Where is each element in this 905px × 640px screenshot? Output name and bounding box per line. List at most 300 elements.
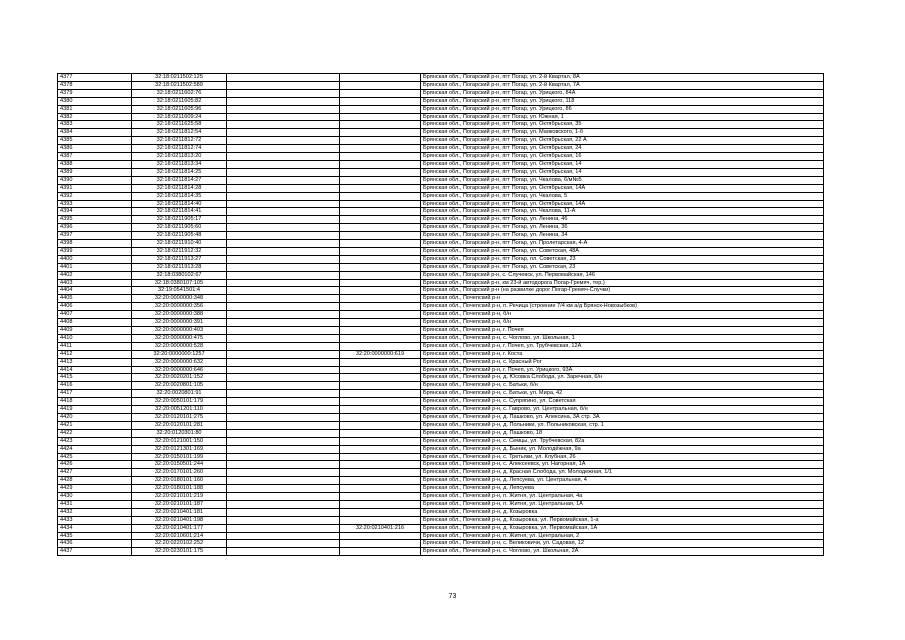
empty-cell (227, 145, 340, 153)
cadastral-number-cell: 32:20:0150501:244 (132, 461, 227, 469)
empty-cell (227, 192, 340, 200)
empty-cell (227, 81, 340, 89)
address-cell: Брянская обл., Почепский р-н, б/н (421, 319, 824, 327)
row-number-cell: 4394 (58, 208, 132, 216)
row-number-cell: 4436 (58, 540, 132, 548)
row-number-cell: 4392 (58, 192, 132, 200)
address-cell: Брянская обл., Погарский р-н, пгт Погар, ул. Октябрьская, 22 А (421, 137, 824, 145)
address-cell: Брянская обл., Почепский р-н, г. Почеп, ул. Урицкого, 93А (421, 366, 824, 374)
table-row (58, 208, 824, 216)
address-cell: Брянская обл., Почепский р-н, г. Почеп (421, 327, 824, 335)
cadastral-number-cell: 32:20:0000000:391 (132, 319, 227, 327)
row-number-cell: 4417 (58, 390, 132, 398)
row-number-cell: 4432 (58, 508, 132, 516)
table-row (58, 247, 824, 255)
empty-cell (227, 319, 340, 327)
empty-cell (227, 129, 340, 137)
cadastral-number-cell: 32:18:0211814:28 (132, 184, 227, 192)
related-cadastral-cell (340, 184, 421, 192)
row-number-cell: 4433 (58, 516, 132, 524)
table-row (58, 461, 824, 469)
table-row (58, 153, 824, 161)
page-number: 73 (448, 593, 457, 600)
address-cell: Брянская обл., Почепский р-н, с. Красный Рог (421, 358, 824, 366)
address-cell: Брянская обл., Погарский р-н, пгт Погар, ул. Советская, 48А (421, 247, 824, 255)
related-cadastral-cell (340, 240, 421, 248)
address-cell: Брянская обл., Почепский р-н, с. Гаврово, ул. Центральная, б/н (421, 406, 824, 414)
row-number-cell: 4428 (58, 477, 132, 485)
related-cadastral-cell (340, 295, 421, 303)
address-cell: Брянская обл., Почепский р-н (421, 295, 824, 303)
row-number-cell: 4431 (58, 500, 132, 508)
cadastral-number-cell: 32:20:0000000:632 (132, 358, 227, 366)
address-cell: Брянская обл., Почепский р-н, п. Житня, ул. Центральная, 4а (421, 493, 824, 501)
empty-cell (227, 232, 340, 240)
cadastral-number-cell: 32:20:0000000:475 (132, 334, 227, 342)
table-row (58, 485, 824, 493)
empty-cell (227, 168, 340, 176)
empty-cell (227, 295, 340, 303)
cadastral-number-cell: 32:18:0211912:32 (132, 247, 227, 255)
table-row (58, 224, 824, 232)
empty-cell (227, 176, 340, 184)
cadastral-number-cell: 32:18:0211910:40 (132, 240, 227, 248)
row-number-cell: 4435 (58, 532, 132, 540)
address-cell: Брянская обл., Почепский р-н, д. Быник, ул. Молодёжная, 9а (421, 445, 824, 453)
row-number-cell: 4383 (58, 121, 132, 129)
row-number-cell: 4396 (58, 224, 132, 232)
table-row (58, 390, 824, 398)
empty-cell (227, 532, 340, 540)
empty-cell (227, 200, 340, 208)
table-row (58, 398, 824, 406)
empty-cell (227, 445, 340, 453)
cadastral-number-cell: 32:20:0000000:403 (132, 327, 227, 335)
cadastral-number-cell: 32:20:0000000:646 (132, 366, 227, 374)
row-number-cell: 4407 (58, 311, 132, 319)
cadastral-number-cell: 32:18:0211905:48 (132, 232, 227, 240)
address-cell: Брянская обл., Погарский р-н (на развилке дорог Погар-Гремяч-Случки) (421, 287, 824, 295)
related-cadastral-cell (340, 374, 421, 382)
row-number-cell: 4380 (58, 97, 132, 105)
related-cadastral-cell (340, 263, 421, 271)
related-cadastral-cell (340, 89, 421, 97)
address-cell: Брянская обл., Погарский р-н, пгт Погар, ул. Чкалова, 5 (421, 192, 824, 200)
row-number-cell: 4403 (58, 279, 132, 287)
cadastral-number-cell: 32:18:0380107:105 (132, 279, 227, 287)
cadastral-number-cell: 32:19:0541501:4 (132, 287, 227, 295)
empty-cell (227, 327, 340, 335)
related-cadastral-cell (340, 548, 421, 556)
empty-cell (227, 216, 340, 224)
table-row (58, 445, 824, 453)
cadastral-number-cell: 32:18:0211502:125 (132, 74, 227, 82)
address-cell: Брянская обл., Почепский р-н, д. Юсовка Слобода, ул. Заречная, 6/н (421, 374, 824, 382)
table-row (58, 145, 824, 153)
cadastral-number-cell: 32:18:0211905:60 (132, 224, 227, 232)
empty-cell (227, 421, 340, 429)
table-row (58, 382, 824, 390)
table-row (58, 477, 824, 485)
related-cadastral-cell (340, 311, 421, 319)
row-number-cell: 4402 (58, 271, 132, 279)
cadastral-number-cell: 32:20:0210401:181 (132, 508, 227, 516)
related-cadastral-cell (340, 279, 421, 287)
related-cadastral-cell (340, 429, 421, 437)
empty-cell (227, 105, 340, 113)
address-cell: Брянская обл., Почепский р-н, с. Чоглово, ул. Школьная, 1 (421, 334, 824, 342)
row-number-cell: 4391 (58, 184, 132, 192)
table-row (58, 240, 824, 248)
table-row (58, 500, 824, 508)
row-number-cell: 4387 (58, 153, 132, 161)
cadastral-number-cell: 32:18:0211812:74 (132, 145, 227, 153)
empty-cell (227, 334, 340, 342)
empty-cell (227, 153, 340, 161)
related-cadastral-cell (340, 334, 421, 342)
empty-cell (227, 429, 340, 437)
empty-cell (227, 390, 340, 398)
related-cadastral-cell (340, 342, 421, 350)
empty-cell (227, 160, 340, 168)
related-cadastral-cell (340, 208, 421, 216)
cadastral-number-cell: 32:18:0211814:35 (132, 192, 227, 200)
address-cell: Брянская обл., Погарский р-н, пгт Погар, ул. Ленина, 46 (421, 216, 824, 224)
empty-cell (227, 342, 340, 350)
row-number-cell: 4404 (58, 287, 132, 295)
table-row (58, 232, 824, 240)
table-row (58, 121, 824, 129)
related-cadastral-cell (340, 319, 421, 327)
related-cadastral-cell (340, 358, 421, 366)
table-row (58, 540, 824, 548)
table-row (58, 192, 824, 200)
address-cell: Брянская обл., Погарский р-н, пгт Погар, ул. Урицкого, 86 (421, 105, 824, 113)
address-cell: Брянская обл., Почепский р-н, с. Алексеевск, ул. Нагорная, 1А (421, 461, 824, 469)
cadastral-number-cell: 32:18:0211605:82 (132, 97, 227, 105)
related-cadastral-cell (340, 247, 421, 255)
empty-cell (227, 89, 340, 97)
row-number-cell: 4418 (58, 398, 132, 406)
row-number-cell: 4386 (58, 145, 132, 153)
table-row (58, 176, 824, 184)
table-row (58, 129, 824, 137)
cadastral-number-cell: 32:20:0000000:388 (132, 311, 227, 319)
row-number-cell: 4434 (58, 524, 132, 532)
cadastral-number-cell: 32:20:0210401:177 (132, 524, 227, 532)
row-number-cell: 4390 (58, 176, 132, 184)
empty-cell (227, 382, 340, 390)
address-cell: Брянская обл., Погарский р-н, пгт Погар, ул. Октябрьская, 16 (421, 153, 824, 161)
row-number-cell: 4384 (58, 129, 132, 137)
related-cadastral-cell (340, 105, 421, 113)
row-number-cell: 4405 (58, 295, 132, 303)
address-cell: Брянская обл., Почепский р-н, п. Житня, ул. Центральная, 2 (421, 532, 824, 540)
row-number-cell: 4415 (58, 374, 132, 382)
related-cadastral-cell (340, 271, 421, 279)
table-row (58, 311, 824, 319)
related-cadastral-cell (340, 232, 421, 240)
empty-cell (227, 508, 340, 516)
address-cell: Брянская обл., Почепский р-н, д. Лепсуева, ул. Центральная, 4 (421, 477, 824, 485)
cadastral-number-cell: 32:20:0121001:150 (132, 437, 227, 445)
related-cadastral-cell (340, 97, 421, 105)
empty-cell (227, 208, 340, 216)
row-number-cell: 4437 (58, 548, 132, 556)
cadastral-number-cell: 32:20:0210401:198 (132, 516, 227, 524)
related-cadastral-cell: 32:20:0000000:619 (340, 350, 421, 358)
row-number-cell: 4378 (58, 81, 132, 89)
cadastral-number-cell: 32:18:0211905:17 (132, 216, 227, 224)
related-cadastral-cell (340, 469, 421, 477)
cadastral-number-cell: 32:18:0211814:41 (132, 208, 227, 216)
table-row (58, 74, 824, 82)
row-number-cell: 4397 (58, 232, 132, 240)
related-cadastral-cell (340, 137, 421, 145)
table-row (58, 532, 824, 540)
row-number-cell: 4413 (58, 358, 132, 366)
related-cadastral-cell (340, 160, 421, 168)
address-cell: Брянская обл., Погарский р-н, с. Случевск, ул. Первомайская, 146 (421, 271, 824, 279)
related-cadastral-cell (340, 406, 421, 414)
related-cadastral-cell: 32:20:0210401:216 (340, 524, 421, 532)
row-number-cell: 4411 (58, 342, 132, 350)
table-row (58, 327, 824, 335)
address-cell: Брянская обл., Почепский р-н, с. Семцы, ул. Трубчевская, 82а (421, 437, 824, 445)
empty-cell (227, 540, 340, 548)
cadastral-number-cell: 32:20:0000000:528 (132, 342, 227, 350)
cadastral-number-cell: 32:18:0211814:40 (132, 200, 227, 208)
address-cell: Брянская обл., Погарский р-н, пгт Погар, пл. Советская, 23 (421, 255, 824, 263)
table-row (58, 524, 824, 532)
cadastral-number-cell: 32:20:0121301:169 (132, 445, 227, 453)
related-cadastral-cell (340, 176, 421, 184)
empty-cell (227, 240, 340, 248)
address-cell: Брянская обл., Почепский р-н, д. Лепсуева (421, 485, 824, 493)
row-number-cell: 4406 (58, 303, 132, 311)
table-row (58, 429, 824, 437)
related-cadastral-cell (340, 485, 421, 493)
cadastral-number-cell: 32:18:0211609:24 (132, 113, 227, 121)
address-cell: Брянская обл., Погарский р-н, пгт Погар, ул. Октябрьская, 35 (421, 121, 824, 129)
empty-cell (227, 263, 340, 271)
address-cell: Брянская обл., Погарский р-н, пгт Погар, ул. Октябрьская, 24 (421, 145, 824, 153)
related-cadastral-cell (340, 540, 421, 548)
empty-cell (227, 121, 340, 129)
empty-cell (227, 453, 340, 461)
table-row (58, 334, 824, 342)
related-cadastral-cell (340, 129, 421, 137)
registry-table (57, 73, 824, 556)
table-row (58, 168, 824, 176)
table-row (58, 97, 824, 105)
empty-cell (227, 287, 340, 295)
row-number-cell: 4382 (58, 113, 132, 121)
related-cadastral-cell (340, 121, 421, 129)
cadastral-number-cell: 32:20:0020201:152 (132, 374, 227, 382)
related-cadastral-cell (340, 398, 421, 406)
address-cell: Брянская обл., Погарский р-н, км 23-й автодорога Погар-Гремяч, тер.) (421, 279, 824, 287)
row-number-cell: 4423 (58, 437, 132, 445)
row-number-cell: 4410 (58, 334, 132, 342)
row-number-cell: 4409 (58, 327, 132, 335)
related-cadastral-cell (340, 224, 421, 232)
table-row (58, 89, 824, 97)
cadastral-number-cell: 32:20:0180101:188 (132, 485, 227, 493)
table-row (58, 184, 824, 192)
table-row (58, 81, 824, 89)
empty-cell (227, 350, 340, 358)
address-cell: Брянская обл., Погарский р-н, пгт Погар, ул. Урицкого, 118 (421, 97, 824, 105)
related-cadastral-cell (340, 445, 421, 453)
related-cadastral-cell (340, 168, 421, 176)
related-cadastral-cell (340, 413, 421, 421)
empty-cell (227, 358, 340, 366)
empty-cell (227, 137, 340, 145)
cadastral-number-cell: 32:18:0211913:27 (132, 255, 227, 263)
cadastral-number-cell: 32:20:0170101:260 (132, 469, 227, 477)
address-cell: Брянская обл., Почепский р-н, г. Почеп, ул. Трубчевская, 12А (421, 342, 824, 350)
address-cell: Брянская обл., Почепский р-н, с. Супрягино, ул. Советская (421, 398, 824, 406)
related-cadastral-cell (340, 113, 421, 121)
table-row (58, 421, 824, 429)
address-cell: Брянская обл., Почепский р-н, с. Чоглово, ул. Школьная, 2А (421, 548, 824, 556)
related-cadastral-cell (340, 81, 421, 89)
row-number-cell: 4420 (58, 413, 132, 421)
table-row (58, 453, 824, 461)
cadastral-number-cell: 32:20:0050101:179 (132, 398, 227, 406)
cadastral-number-cell: 32:18:0211813:20 (132, 153, 227, 161)
cadastral-number-cell: 32:20:0210601:214 (132, 532, 227, 540)
address-cell: Брянская обл., Почепский р-н, б/н (421, 311, 824, 319)
related-cadastral-cell (340, 303, 421, 311)
cadastral-number-cell: 32:20:0000000:1257 (132, 350, 227, 358)
empty-cell (227, 97, 340, 105)
table-row (58, 469, 824, 477)
table-row (58, 366, 824, 374)
empty-cell (227, 303, 340, 311)
cadastral-number-cell: 32:18:0211812:54 (132, 129, 227, 137)
empty-cell (227, 255, 340, 263)
empty-cell (227, 461, 340, 469)
cadastral-number-cell: 32:18:0211812:72 (132, 137, 227, 145)
table-row (58, 319, 824, 327)
cadastral-number-cell: 32:18:0380102:67 (132, 271, 227, 279)
address-cell: Брянская обл., Погарский р-н, пгт Погар, ул. Южная, 1 (421, 113, 824, 121)
empty-cell (227, 477, 340, 485)
related-cadastral-cell (340, 327, 421, 335)
row-number-cell: 4427 (58, 469, 132, 477)
row-number-cell: 4400 (58, 255, 132, 263)
address-cell: Брянская обл., Погарский р-н, пгт Погар, ул. Пролетарская, 4-А (421, 240, 824, 248)
address-cell: Брянская обл., Погарский р-н, пгт Погар, ул. Октябрьская, 14А (421, 200, 824, 208)
row-number-cell: 4398 (58, 240, 132, 248)
related-cadastral-cell (340, 192, 421, 200)
address-cell: Брянская обл., Почепский р-н, г. Коста (421, 350, 824, 358)
related-cadastral-cell (340, 461, 421, 469)
row-number-cell: 4422 (58, 429, 132, 437)
table-row (58, 160, 824, 168)
table-row (58, 303, 824, 311)
empty-cell (227, 493, 340, 501)
related-cadastral-cell (340, 390, 421, 398)
row-number-cell: 4399 (58, 247, 132, 255)
table-row (58, 548, 824, 556)
empty-cell (227, 437, 340, 445)
row-number-cell: 4430 (58, 493, 132, 501)
empty-cell (227, 279, 340, 287)
related-cadastral-cell (340, 216, 421, 224)
row-number-cell: 4421 (58, 421, 132, 429)
address-cell: Брянская обл., Почепский р-н, с. Батьки, б/н (421, 382, 824, 390)
cadastral-number-cell: 32:20:0020801:105 (132, 382, 227, 390)
row-number-cell: 4395 (58, 216, 132, 224)
cadastral-number-cell: 32:20:0120101:275 (132, 413, 227, 421)
address-cell: Брянская обл., Погарский р-н, пгт Погар, ул. Октябрьская, 14 (421, 168, 824, 176)
address-cell: Брянская обл., Почепский р-н, д. Польники, ул. Польниковская, стр. 1 (421, 421, 824, 429)
address-cell: Брянская обл., Почепский р-н, с. Батьки, ул. Мира, 42 (421, 390, 824, 398)
table-row (58, 216, 824, 224)
related-cadastral-cell (340, 255, 421, 263)
table-row (58, 271, 824, 279)
row-number-cell: 4388 (58, 160, 132, 168)
address-cell: Брянская обл., Почепский р-н, д. Козыровка (421, 508, 824, 516)
row-number-cell: 4425 (58, 453, 132, 461)
empty-cell (227, 224, 340, 232)
related-cadastral-cell (340, 453, 421, 461)
related-cadastral-cell (340, 421, 421, 429)
table-row (58, 413, 824, 421)
row-number-cell: 4377 (58, 74, 132, 82)
empty-cell (227, 398, 340, 406)
related-cadastral-cell (340, 477, 421, 485)
address-cell: Брянская обл., Почепский р-н, д. Козыровка, ул. Первомайская, 1-а (421, 516, 824, 524)
empty-cell (227, 485, 340, 493)
related-cadastral-cell (340, 287, 421, 295)
row-number-cell: 4429 (58, 485, 132, 493)
empty-cell (227, 524, 340, 532)
empty-cell (227, 247, 340, 255)
table-row (58, 358, 824, 366)
address-cell: Брянская обл., Почепский р-н, п. Житня, ул. Центральная, 1А (421, 500, 824, 508)
row-number-cell: 4393 (58, 200, 132, 208)
row-number-cell: 4379 (58, 89, 132, 97)
empty-cell (227, 516, 340, 524)
related-cadastral-cell (340, 500, 421, 508)
cadastral-number-cell: 32:20:0000000:356 (132, 303, 227, 311)
related-cadastral-cell (340, 532, 421, 540)
table-row (58, 374, 824, 382)
address-cell: Брянская обл., Погарский р-н, пгт Погар, ул. Чкалова, 11-А (421, 208, 824, 216)
address-cell: Брянская обл., Почепский р-н, д. Козыровка, ул. Первомайская, 1А (421, 524, 824, 532)
related-cadastral-cell (340, 516, 421, 524)
related-cadastral-cell (340, 366, 421, 374)
related-cadastral-cell (340, 508, 421, 516)
table-row (58, 350, 824, 358)
row-number-cell: 4389 (58, 168, 132, 176)
cadastral-number-cell: 32:18:0211602:76 (132, 89, 227, 97)
address-cell: Брянская обл., Погарский р-н, пгт Погар, ул. 2-й Квартал, 8А (421, 74, 824, 82)
cadastral-number-cell: 32:20:0020801:91 (132, 390, 227, 398)
table-row (58, 493, 824, 501)
address-cell: Брянская обл., Погарский р-н, пгт Погар, ул. 2-й Квартал, 7А (421, 81, 824, 89)
cadastral-number-cell: 32:20:0230101:175 (132, 548, 227, 556)
row-number-cell: 4424 (58, 445, 132, 453)
row-number-cell: 4416 (58, 382, 132, 390)
row-number-cell: 4419 (58, 406, 132, 414)
cadastral-number-cell: 32:20:0150101:199 (132, 453, 227, 461)
empty-cell (227, 271, 340, 279)
